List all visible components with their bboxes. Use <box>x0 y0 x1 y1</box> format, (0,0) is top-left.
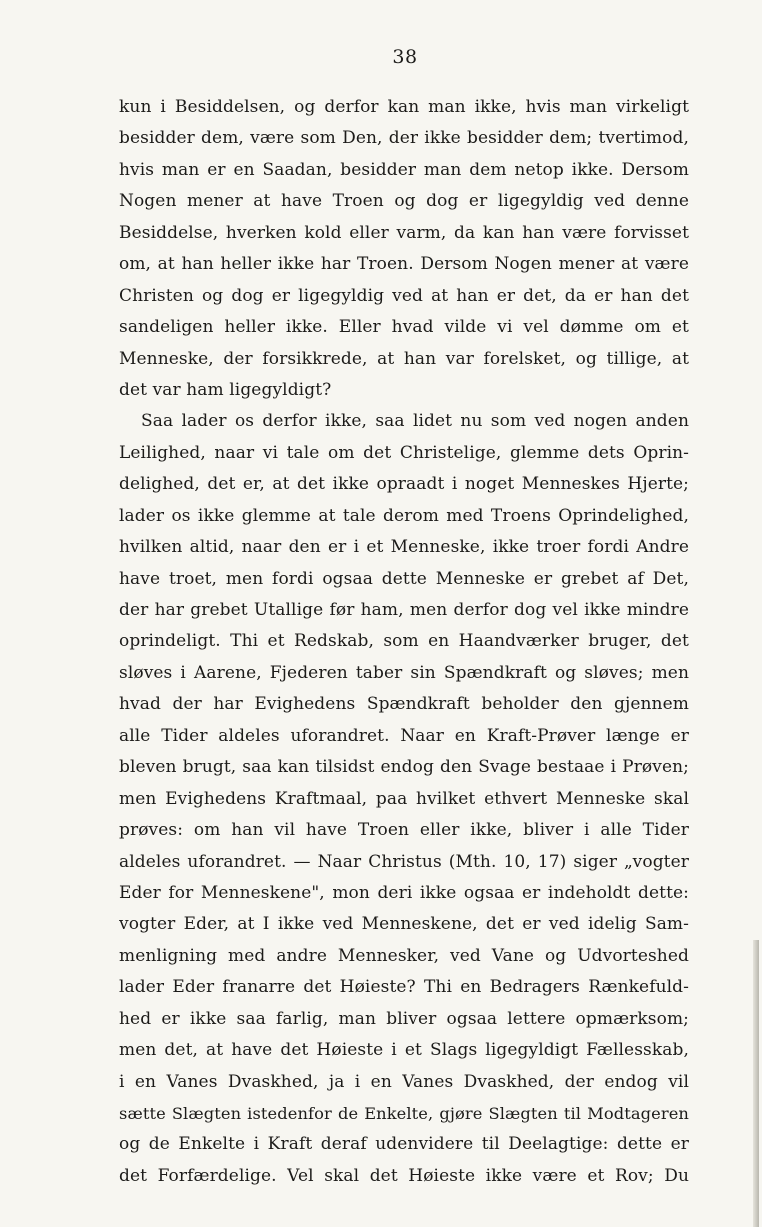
page-number: 38 <box>392 46 418 68</box>
text-line: og de Enkelte i Kraft deraf udenvidere til Deelagtige: dette er <box>119 1134 689 1155</box>
page-edge-shadow <box>753 940 759 1227</box>
text-line: men det, at have det Høieste i et Slags ligegyldigt Fællesskab, <box>119 1040 689 1061</box>
text-line: Christen og dog er ligegyldig ved at han er det, da er han det <box>119 285 689 306</box>
text-line: bleven brugt, saa kan tilsidst endog den Svage bestaae i Prøven; <box>119 757 689 778</box>
text-line: der har grebet Utallige før ham, men derfor dog vel ikke mindre <box>119 600 689 620</box>
text-line: alle Tider aldeles uforandret. Naar en Kraft-Prøver længe er <box>119 725 689 746</box>
text-line: vogter Eder, at I ikke ved Menneskene, det er ved idelig Sam- <box>119 914 689 935</box>
text-line: hvad der har Evighedens Spændkraft beholder den gjennem <box>119 694 689 715</box>
text-line: sløves i Aarene, Fjederen taber sin Spændkraft og sløves; men <box>119 662 689 683</box>
text-line: aldeles uforandret. — Naar Christus (Mth. 10, 17) siger „vogter <box>119 851 689 872</box>
text-line: lader os ikke glemme at tale derom med Troens Oprindelighed, <box>119 505 689 526</box>
paragraph-start-line: Saa lader os derfor ikke, saa lidet nu som ved nogen anden <box>141 411 689 432</box>
text-line: oprindeligt. Thi et Redskab, som en Haandværker bruger, det <box>119 631 689 652</box>
text-line: hed er ikke saa farlig, man bliver ogsaa lettere opmærksom; <box>119 1008 689 1029</box>
text-line: men Evighedens Kraftmaal, paa hvilket ethvert Menneske skal <box>119 788 689 809</box>
text-line: hvis man er en Saadan, besidder man dem netop ikke. Dersom <box>119 159 689 180</box>
text-line: have troet, men fordi ogsaa dette Menneske er grebet af Det, <box>119 568 689 589</box>
text-line: sandeligen heller ikke. Eller hvad vilde vi vel dømme om et <box>119 317 689 338</box>
text-line: delighed, det er, at det ikke opraadt i noget Menneskes Hjerte; <box>119 474 689 495</box>
text-line: det var ham ligegyldigt? <box>119 379 332 400</box>
body-text <box>119 92 689 1192</box>
text-line: Eder for Menneskene", mon deri ikke ogsaa er indeholdt dette: <box>119 882 689 903</box>
text-line: Nogen mener at have Troen og dog er ligegyldig ved denne <box>119 191 689 212</box>
text-line: lader Eder franarre det Høieste? Thi en Bedragers Rænkefuld- <box>119 977 689 998</box>
text-line: kun i Besiddelsen, og derfor kan man ikke, hvis man virkeligt <box>119 97 689 117</box>
text-line: sætte Slægten istedenfor de Enkelte, gjøre Slægten til Modtageren <box>119 1104 689 1123</box>
text-line: i en Vanes Dvaskhed, ja i en Vanes Dvaskhed, der endog vil <box>119 1071 689 1092</box>
text-line: hvilken altid, naar den er i et Menneske, ikke troer fordi Andre <box>119 537 689 558</box>
text-line: menligning med andre Mennesker, ved Vane og Udvorteshed <box>119 945 689 966</box>
text-line: prøves: om han vil have Troen eller ikke, bliver i alle Tider <box>119 820 689 841</box>
text-line: det Forfærdelige. Vel skal det Høieste ikke være et Rov; Du <box>119 1165 689 1186</box>
text-line: Besiddelse, hverken kold eller varm, da kan han være forvisset <box>119 222 689 243</box>
text-line: om, at han heller ikke har Troen. Dersom Nogen mener at være <box>119 254 689 275</box>
text-line: Menneske, der forsikkrede, at han var forelsket, og tillige, at <box>119 348 689 369</box>
text-line: Leilighed, naar vi tale om det Christelige, glemme dets Oprin- <box>119 442 689 463</box>
text-line: besidder dem, være som Den, der ikke besidder dem; tvertimod, <box>119 128 689 149</box>
